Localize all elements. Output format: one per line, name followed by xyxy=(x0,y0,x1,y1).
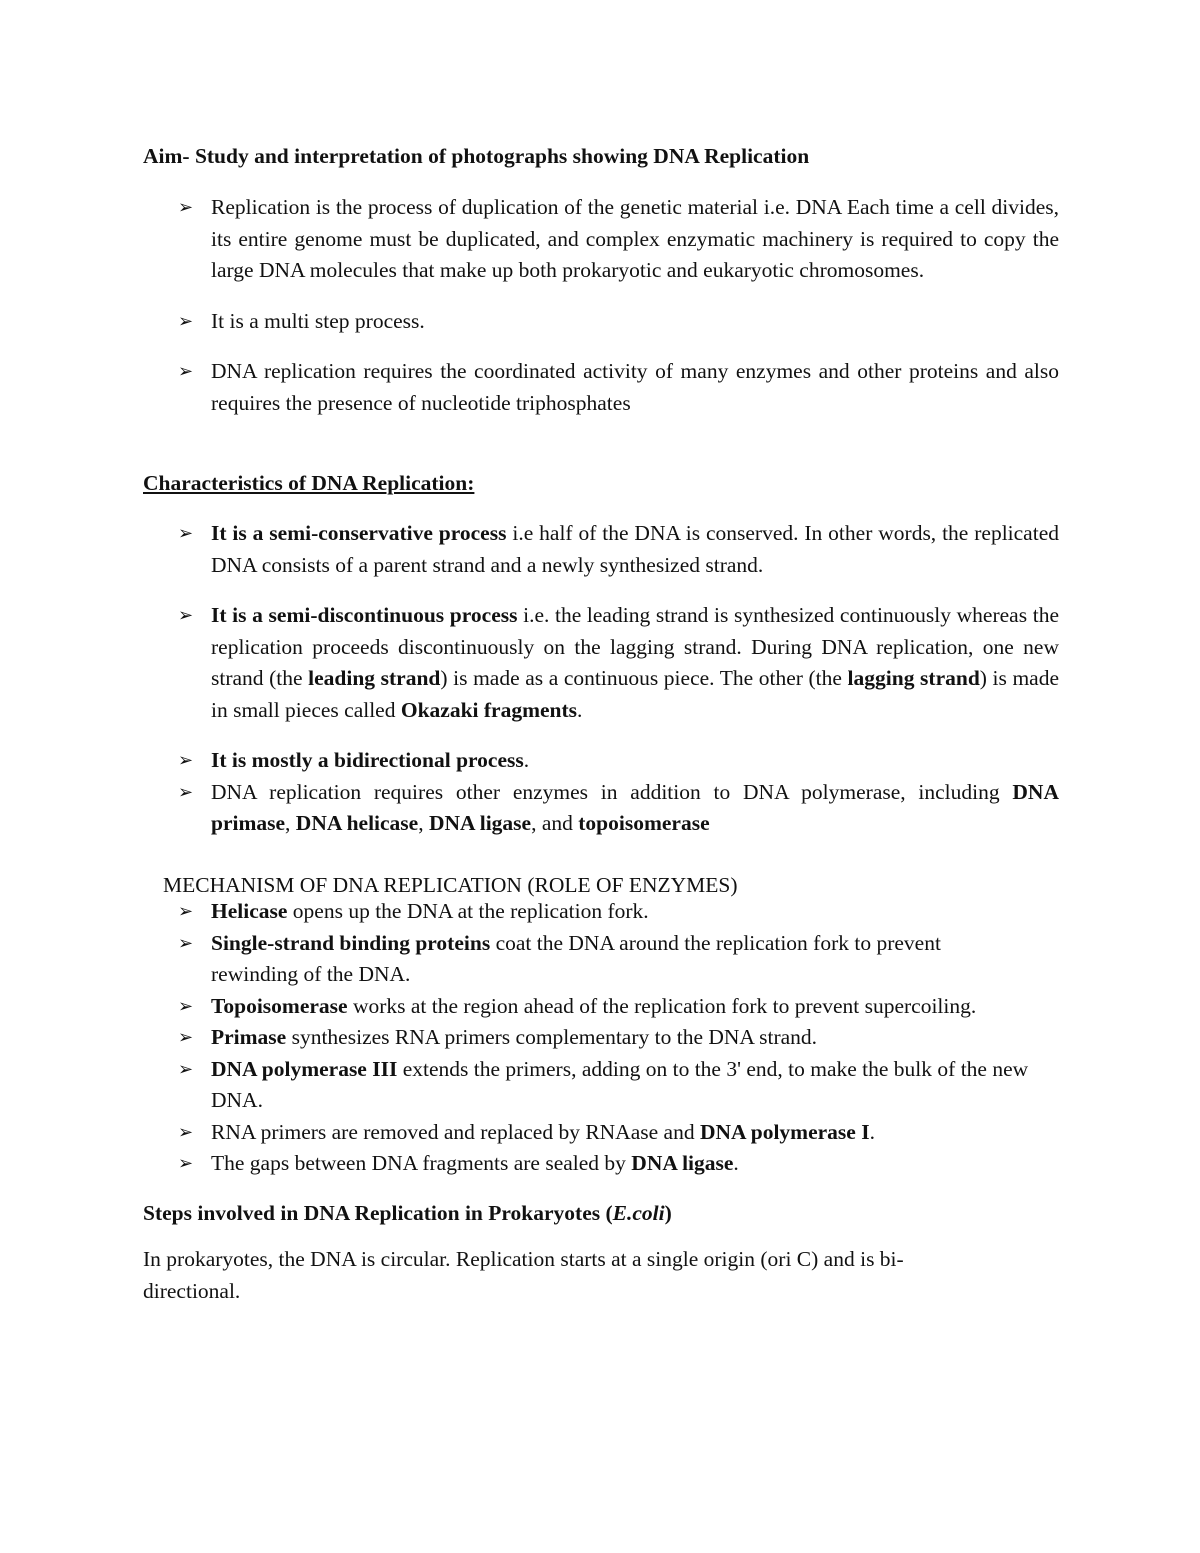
topoisomerase-text: works at the region ahead of the replication fork to prevent supercoiling. xyxy=(347,993,977,1018)
list-item xyxy=(143,600,1059,726)
arrowhead-bullet-icon: ➢ xyxy=(178,361,194,382)
dna-primase-term: DNA primase xyxy=(211,779,1059,835)
helicase-term: Helicase xyxy=(211,899,288,923)
list-item xyxy=(143,1054,1033,1117)
dna-ligase-term: DNA ligase xyxy=(428,811,532,835)
list-item xyxy=(143,306,1059,338)
intro-text-2: It is a multi step process. xyxy=(211,308,425,333)
bidirectional-term: It is mostly a bidirectional process xyxy=(211,748,524,772)
list-item xyxy=(143,896,1033,928)
arrowhead-bullet-icon: ➢ xyxy=(178,901,194,922)
list-item xyxy=(143,1148,1033,1180)
arrowhead-bullet-icon: ➢ xyxy=(178,605,194,626)
gaps-text: The gaps between DNA fragments are sealed by xyxy=(211,1151,632,1175)
characteristics-list xyxy=(143,518,1059,840)
bidirectional-text: . xyxy=(523,748,530,772)
semi-conservative-term: It is a semi-conservative process xyxy=(211,521,507,545)
arrowhead-bullet-icon: ➢ xyxy=(178,995,194,1017)
steps-heading-text: Steps involved in DNA Replication in Prokaryotes ( xyxy=(143,1201,613,1225)
topoisomerase-role-term: Topoisomerase xyxy=(211,993,348,1018)
arrowhead-bullet-icon: ➢ xyxy=(178,932,194,954)
semi-discontinuous-text-a: i.e. the leading strand is synthesized continuously whereas the replication proceeds discontinuously on the lagging strand. During DNA replication, one new strand (the xyxy=(211,603,1059,690)
semi-discontinuous-text-d: . xyxy=(577,697,583,722)
intro-list xyxy=(143,192,1059,419)
mechanism-list xyxy=(143,896,1033,1180)
arrowhead-bullet-icon: ➢ xyxy=(178,750,194,771)
aim-heading: Aim- Study and interpretation of photographs showing DNA Replication xyxy=(143,144,810,168)
dna-polymerase-iii-text: extends the primers, adding on to the 3' end, to make the bulk of the new DNA. xyxy=(211,1056,1029,1112)
semi-discontinuous-text-c: ) is made in small pieces called xyxy=(211,666,1060,722)
separator: , xyxy=(418,811,429,835)
list-item xyxy=(143,991,1033,1023)
semi-conservative-text: i.e half of the DNA is conserved. In other words, the replicated DNA consists of a parent strand and a newly synthesized strand. xyxy=(211,521,1059,577)
okazaki-fragments-term: Okazaki fragments xyxy=(400,697,578,722)
dna-ligase-role-term: DNA ligase xyxy=(631,1151,734,1175)
list-item xyxy=(143,1022,1033,1054)
list-item xyxy=(143,192,1059,287)
mechanism-heading: MECHANISM OF DNA REPLICATION (ROLE OF ENZYMES) xyxy=(163,873,738,897)
sentence-end: . xyxy=(733,1151,739,1175)
characteristics-heading: Characteristics of DNA Replication: xyxy=(143,471,475,495)
topoisomerase-term: topoisomerase xyxy=(578,811,710,835)
list-item xyxy=(143,777,1059,840)
enzymes-text-a: DNA replication requires other enzymes in addition to DNA polymerase, including xyxy=(211,779,1013,804)
arrowhead-bullet-icon: ➢ xyxy=(178,197,194,218)
arrowhead-bullet-icon: ➢ xyxy=(178,781,194,803)
arrowhead-bullet-icon: ➢ xyxy=(178,310,194,332)
dna-polymerase-iii-term: DNA polymerase III xyxy=(211,1056,398,1081)
separator: , and xyxy=(531,811,579,835)
primase-term: Primase xyxy=(211,1025,287,1049)
primase-text: synthesizes RNA primers complementary to the DNA strand. xyxy=(286,1025,818,1049)
ssb-proteins-term: Single-strand binding proteins xyxy=(211,930,491,955)
list-item xyxy=(143,356,1059,419)
prokaryotes-paragraph: In prokaryotes, the DNA is circular. Replication starts at a single origin (ori C) and is bi-directional. xyxy=(143,1247,904,1303)
list-item xyxy=(143,1117,1033,1149)
intro-text-1: Replication is the process of duplication of the genetic material i.e. DNA Each time a cell divides, its entire genome must be duplicated, and complex enzymatic machinery is required to copy the large DNA molecules that make up both prokaryotic and eukaryotic chromosomes. xyxy=(211,195,1059,282)
list-item xyxy=(143,518,1059,581)
list-item xyxy=(143,745,1059,777)
lagging-strand-term: lagging strand xyxy=(847,666,980,690)
arrowhead-bullet-icon: ➢ xyxy=(178,1153,194,1174)
arrowhead-bullet-icon: ➢ xyxy=(178,1121,194,1143)
steps-heading xyxy=(143,1198,672,1230)
list-item xyxy=(143,928,1033,991)
steps-heading-close: ) xyxy=(664,1201,672,1225)
sentence-end: . xyxy=(869,1119,875,1144)
semi-discontinuous-term: It is a semi-discontinuous process xyxy=(211,603,518,627)
intro-text-3: DNA replication requires the coordinated activity of many enzymes and other proteins and also requires the presence of nucleotide triphosphates xyxy=(211,359,1059,415)
dna-helicase-term: DNA helicase xyxy=(295,811,419,835)
arrowhead-bullet-icon: ➢ xyxy=(178,1058,194,1080)
separator: , xyxy=(285,811,296,835)
arrowhead-bullet-icon: ➢ xyxy=(178,523,194,544)
ecoli-term: E.coli xyxy=(612,1201,665,1225)
ssb-proteins-text: coat the DNA around the replication fork to prevent rewinding of the DNA. xyxy=(211,930,941,986)
semi-discontinuous-text-b: ) is made as a continuous piece. The other (the xyxy=(440,666,848,690)
arrowhead-bullet-icon: ➢ xyxy=(178,1027,194,1048)
rna-primers-text: RNA primers are removed and replaced by RNAase and xyxy=(211,1119,700,1144)
dna-polymerase-i-term: DNA polymerase I xyxy=(699,1119,870,1144)
leading-strand-term: leading strand xyxy=(308,666,441,690)
helicase-text: opens up the DNA at the replication fork. xyxy=(287,899,649,923)
